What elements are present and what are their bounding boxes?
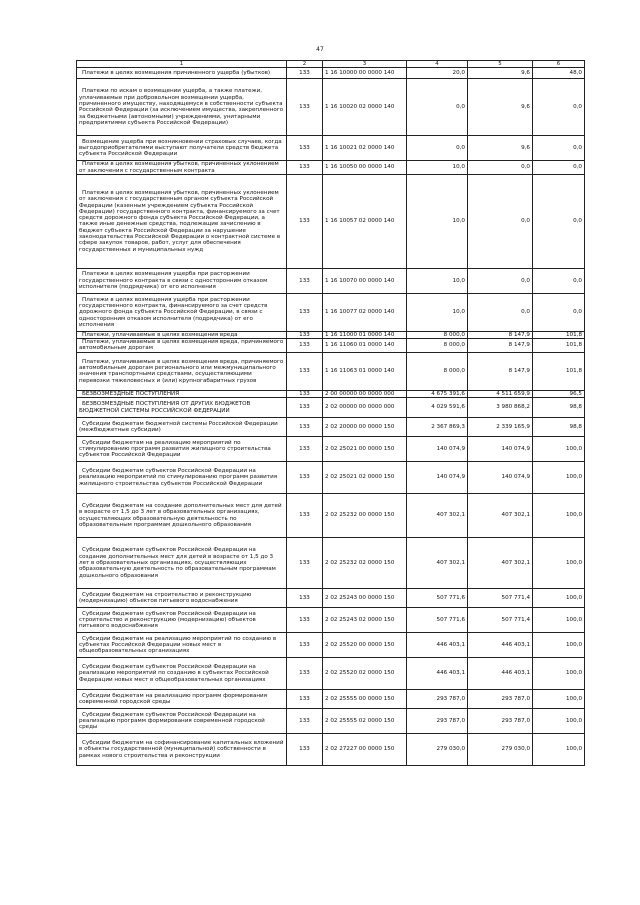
row-percent-cell: 0,0 xyxy=(533,268,585,293)
column-header: 2 xyxy=(287,61,323,68)
row-kbk-cell: 1 16 10070 00 0000 140 xyxy=(323,268,407,293)
table-row xyxy=(77,633,585,658)
row-percent-cell: 100,0 xyxy=(533,437,585,462)
row-plan-cell: 10,0 xyxy=(407,161,468,175)
row-name-cell: Субсидии бюджетам на реализацию мероприятий по стимулированию программ развития жилищного строительства субъектов Российской Федерации xyxy=(77,437,287,462)
row-fact-cell: 507 771,4 xyxy=(468,589,533,608)
table-row xyxy=(77,494,585,538)
row-code-cell: 133 xyxy=(287,161,323,175)
column-header: 4 xyxy=(407,61,468,68)
row-plan-cell: 140 074,9 xyxy=(407,462,468,494)
row-plan-cell: 8 000,0 xyxy=(407,331,468,338)
row-kbk-cell: 2 02 20000 00 0000 150 xyxy=(323,418,407,437)
row-fact-cell: 8 147,9 xyxy=(468,331,533,338)
row-plan-cell: 0,0 xyxy=(407,136,468,161)
row-plan-cell: 10,0 xyxy=(407,268,468,293)
row-kbk-cell: 2 02 25243 00 0000 150 xyxy=(323,589,407,608)
row-fact-cell: 9,6 xyxy=(468,136,533,161)
row-code-cell: 133 xyxy=(287,538,323,589)
row-plan-cell: 446 403,1 xyxy=(407,633,468,658)
row-kbk-cell: 2 02 27227 00 0000 150 xyxy=(323,734,407,766)
row-name-cell: Платежи в целях возмещения убытков, причиненных уклонением от заключения с государственным контракта xyxy=(77,161,287,175)
row-kbk-cell: 2 00 00000 00 0000 000 xyxy=(323,390,407,397)
row-name-cell: Субсидии бюджетам на создание дополнительных мест для детей в возрасте от 1,5 до 3 лет в образовательных организациях, осуществляющих образовательную деятельность по образовательным программам дошкольного образования xyxy=(77,494,287,538)
row-percent-cell: 0,0 xyxy=(533,161,585,175)
row-fact-cell: 407 302,1 xyxy=(468,494,533,538)
row-name-cell: Платежи, уплачиваемые в целях возмещения вреда, причиняемого автомобильным дорогам xyxy=(77,339,287,353)
row-fact-cell: 140 074,9 xyxy=(468,462,533,494)
row-kbk-cell: 1 16 11000 01 0000 140 xyxy=(323,331,407,338)
row-kbk-cell: 2 02 00000 00 0000 000 xyxy=(323,398,407,418)
row-percent-cell: 100,0 xyxy=(533,538,585,589)
row-code-cell: 133 xyxy=(287,462,323,494)
page-number: 47 xyxy=(316,46,324,53)
row-kbk-cell: 2 02 25555 00 0000 150 xyxy=(323,690,407,709)
row-fact-cell: 140 074,9 xyxy=(468,437,533,462)
row-kbk-cell: 1 16 10077 02 0000 140 xyxy=(323,293,407,331)
row-code-cell: 133 xyxy=(287,174,323,268)
row-code-cell: 133 xyxy=(287,68,323,79)
row-fact-cell: 8 147,9 xyxy=(468,352,533,390)
table-row xyxy=(77,658,585,690)
row-name-cell: Платежи в целях возмещения ущерба при расторжении государственного контракта, финансируемого за счет средств дорожного фонда субъекта Российской Федерации, в связи с односторонним отказом исполнителя (подрядчика) от его исполнения xyxy=(77,293,287,331)
table-row xyxy=(77,293,585,331)
table-row xyxy=(77,398,585,418)
row-kbk-cell: 2 02 25555 02 0000 150 xyxy=(323,709,407,734)
row-code-cell: 133 xyxy=(287,339,323,353)
row-percent-cell: 98,8 xyxy=(533,398,585,418)
table-row xyxy=(77,390,585,397)
row-percent-cell: 100,0 xyxy=(533,734,585,766)
row-kbk-cell: 2 02 25232 02 0000 150 xyxy=(323,538,407,589)
row-fact-cell: 279 030,0 xyxy=(468,734,533,766)
row-name-cell: Платежи в целях возмещения убытков, причиненных уклонением от заключения с государственным органом субъекта Российской Федерации (казенным учреждением субъекта Российской Федерации) государственного контракта, финансируемого за счет средств дорожного фонда субъекта Российской Федерации, а также иные денежные средства, подлежащие зачислению в бюджет субъекта Российской Федерации за нарушение законодательства Российской Федерации о контрактной системе в сфере закупок товаров, работ, услуг для обеспечения государственных и муниципальных нужд xyxy=(77,174,287,268)
row-fact-cell: 293 787,0 xyxy=(468,709,533,734)
row-percent-cell: 96,5 xyxy=(533,390,585,397)
row-fact-cell: 407 302,1 xyxy=(468,538,533,589)
row-kbk-cell: 2 02 25520 02 0000 150 xyxy=(323,658,407,690)
table-row xyxy=(77,437,585,462)
row-percent-cell: 100,0 xyxy=(533,633,585,658)
row-fact-cell: 3 980 868,2 xyxy=(468,398,533,418)
row-code-cell: 133 xyxy=(287,331,323,338)
report-table xyxy=(76,60,585,766)
row-name-cell: БЕЗВОЗМЕЗДНЫЕ ПОСТУПЛЕНИЯ xyxy=(77,390,287,397)
row-kbk-cell: 1 16 10000 00 0000 140 xyxy=(323,68,407,79)
table-row xyxy=(77,418,585,437)
row-name-cell: Субсидии бюджетам на строительство и реконструкцию (модернизацию) объектов питьевого водоснабжения xyxy=(77,589,287,608)
row-fact-cell: 2 339 165,9 xyxy=(468,418,533,437)
row-plan-cell: 4 675 391,6 xyxy=(407,390,468,397)
row-name-cell: Субсидии бюджетам субъектов Российской Федерации на реализацию мероприятий по созданию в субъектах Российской Федерации новых мест в общеобразовательных организациях xyxy=(77,658,287,690)
table-row xyxy=(77,331,585,338)
row-kbk-cell: 2 02 25232 00 0000 150 xyxy=(323,494,407,538)
row-name-cell: Платежи, уплачиваемые в целях возмещения вреда, причиняемого автомобильным дорогам регионального или межмуниципального значения транспортными средствами, осуществляющими перевозки тяжеловесных и (или) крупногабаритных грузов xyxy=(77,352,287,390)
row-fact-cell: 0,0 xyxy=(468,293,533,331)
row-name-cell: БЕЗВОЗМЕЗДНЫЕ ПОСТУПЛЕНИЯ ОТ ДРУГИХ БЮДЖЕТОВ БЮДЖЕТНОЙ СИСТЕМЫ РОССИЙСКОЙ ФЕДЕРАЦИИ xyxy=(77,398,287,418)
row-percent-cell: 101,8 xyxy=(533,352,585,390)
row-code-cell: 133 xyxy=(287,608,323,633)
row-kbk-cell: 1 16 10050 00 0000 140 xyxy=(323,161,407,175)
row-name-cell: Субсидии бюджетам субъектов Российской Федерации на строительство и реконструкцию (модернизацию) объектов питьевого водоснабжения xyxy=(77,608,287,633)
row-plan-cell: 407 302,1 xyxy=(407,538,468,589)
row-name-cell: Субсидии бюджетам бюджетной системы Российской Федерации (межбюджетные субсидии) xyxy=(77,418,287,437)
row-kbk-cell: 2 02 25021 02 0000 150 xyxy=(323,462,407,494)
table-row xyxy=(77,352,585,390)
row-code-cell: 133 xyxy=(287,658,323,690)
row-plan-cell: 8 000,0 xyxy=(407,352,468,390)
row-fact-cell: 0,0 xyxy=(468,161,533,175)
column-header: 1 xyxy=(77,61,287,68)
row-fact-cell: 8 147,9 xyxy=(468,339,533,353)
table-row xyxy=(77,136,585,161)
table-row xyxy=(77,734,585,766)
row-fact-cell: 9,6 xyxy=(468,68,533,79)
row-name-cell: Субсидии бюджетам на реализацию программ формирования современной городской среды xyxy=(77,690,287,709)
row-plan-cell: 507 771,6 xyxy=(407,608,468,633)
row-plan-cell: 2 367 869,3 xyxy=(407,418,468,437)
row-percent-cell: 101,8 xyxy=(533,339,585,353)
column-header: 3 xyxy=(323,61,407,68)
row-kbk-cell: 1 16 10057 02 0000 140 xyxy=(323,174,407,268)
row-code-cell: 133 xyxy=(287,709,323,734)
row-code-cell: 133 xyxy=(287,398,323,418)
row-fact-cell: 0,0 xyxy=(468,268,533,293)
row-percent-cell: 0,0 xyxy=(533,79,585,136)
table-row xyxy=(77,268,585,293)
row-plan-cell: 10,0 xyxy=(407,174,468,268)
row-code-cell: 133 xyxy=(287,352,323,390)
column-header: 5 xyxy=(468,61,533,68)
row-kbk-cell: 1 16 11060 01 0000 140 xyxy=(323,339,407,353)
row-fact-cell: 446 403,1 xyxy=(468,633,533,658)
row-name-cell: Субсидии бюджетам субъектов Российской Федерации на реализацию программ формирования современной городской среды xyxy=(77,709,287,734)
row-plan-cell: 8 000,0 xyxy=(407,339,468,353)
row-plan-cell: 446 403,1 xyxy=(407,658,468,690)
table-header-row xyxy=(77,61,585,68)
row-plan-cell: 293 787,0 xyxy=(407,690,468,709)
row-plan-cell: 293 787,0 xyxy=(407,709,468,734)
row-plan-cell: 140 074,9 xyxy=(407,437,468,462)
row-plan-cell: 407 302,1 xyxy=(407,494,468,538)
row-kbk-cell: 1 16 10021 02 0000 140 xyxy=(323,136,407,161)
row-name-cell: Платежи, уплачиваемые в целях возмещения вреда xyxy=(77,331,287,338)
row-kbk-cell: 1 16 10020 02 0000 140 xyxy=(323,79,407,136)
table-row xyxy=(77,161,585,175)
row-fact-cell: 4 511 659,9 xyxy=(468,390,533,397)
row-plan-cell: 507 771,6 xyxy=(407,589,468,608)
row-plan-cell: 4 029 591,6 xyxy=(407,398,468,418)
row-code-cell: 133 xyxy=(287,589,323,608)
row-percent-cell: 98,8 xyxy=(533,418,585,437)
row-plan-cell: 279 030,0 xyxy=(407,734,468,766)
table-row xyxy=(77,462,585,494)
row-fact-cell: 507 771,4 xyxy=(468,608,533,633)
table-row xyxy=(77,174,585,268)
row-name-cell: Платежи в целях возмещения причиненного ущерба (убытков) xyxy=(77,68,287,79)
row-percent-cell: 100,0 xyxy=(533,608,585,633)
row-percent-cell: 100,0 xyxy=(533,709,585,734)
table-row xyxy=(77,68,585,79)
row-percent-cell: 100,0 xyxy=(533,589,585,608)
row-kbk-cell: 2 02 25520 00 0000 150 xyxy=(323,633,407,658)
row-name-cell: Субсидии бюджетам субъектов Российской Федерации на реализацию мероприятий по стимулированию программ развития жилищного строительства субъектов Российской Федерации xyxy=(77,462,287,494)
row-kbk-cell: 2 02 25021 00 0000 150 xyxy=(323,437,407,462)
row-percent-cell: 0,0 xyxy=(533,136,585,161)
row-code-cell: 133 xyxy=(287,79,323,136)
table-row xyxy=(77,589,585,608)
row-plan-cell: 0,0 xyxy=(407,79,468,136)
table-row xyxy=(77,709,585,734)
row-code-cell: 133 xyxy=(287,268,323,293)
row-name-cell: Субсидии бюджетам на реализацию мероприятий по созданию в субъектах Российской Федерации новых мест в общеобразовательных организациях xyxy=(77,633,287,658)
table-body xyxy=(77,68,585,766)
table-row xyxy=(77,339,585,353)
row-plan-cell: 10,0 xyxy=(407,293,468,331)
table-row xyxy=(77,79,585,136)
row-percent-cell: 100,0 xyxy=(533,658,585,690)
column-header: 6 xyxy=(533,61,585,68)
row-percent-cell: 48,0 xyxy=(533,68,585,79)
row-fact-cell: 9,6 xyxy=(468,79,533,136)
row-name-cell: Платежи по искам о возмещении ущерба, а также платежи, уплачиваемые при добровольном возмещении ущерба, причиненного имуществу, находящемуся в собственности субъекта Российской Федерации (за исключением имущества, закрепленного за бюджетными (автономными) учреждениями, унитарными предприятиями субъекта Российской Федерации) xyxy=(77,79,287,136)
row-percent-cell: 100,0 xyxy=(533,494,585,538)
row-code-cell: 133 xyxy=(287,418,323,437)
row-name-cell: Платежи в целях возмещения ущерба при расторжении государственного контракта в связи с односторонним отказом исполнителя (подрядчика) от его исполнения xyxy=(77,268,287,293)
row-percent-cell: 0,0 xyxy=(533,174,585,268)
table-row xyxy=(77,608,585,633)
row-code-cell: 133 xyxy=(287,690,323,709)
row-name-cell: Возмещение ущерба при возникновении страховых случаев, когда выгодоприобретателями выступают получатели средств бюджета субъекта Российской Федерации xyxy=(77,136,287,161)
table-row xyxy=(77,538,585,589)
row-kbk-cell: 1 16 11063 01 0000 140 xyxy=(323,352,407,390)
table-row xyxy=(77,690,585,709)
row-code-cell: 133 xyxy=(287,390,323,397)
row-code-cell: 133 xyxy=(287,136,323,161)
row-fact-cell: 293 787,0 xyxy=(468,690,533,709)
row-code-cell: 133 xyxy=(287,293,323,331)
row-kbk-cell: 2 02 25243 02 0000 150 xyxy=(323,608,407,633)
row-percent-cell: 101,8 xyxy=(533,331,585,338)
row-name-cell: Субсидии бюджетам субъектов Российской Федерации на создание дополнительных мест для детей в возрасте от 1,5 до 3 лет в образовательных организациях, осуществляющих образовательную деятельность по образовательным программам дошкольного образования xyxy=(77,538,287,589)
row-code-cell: 133 xyxy=(287,494,323,538)
row-code-cell: 133 xyxy=(287,437,323,462)
row-plan-cell: 20,0 xyxy=(407,68,468,79)
row-fact-cell: 446 403,1 xyxy=(468,658,533,690)
row-percent-cell: 100,0 xyxy=(533,462,585,494)
row-code-cell: 133 xyxy=(287,633,323,658)
row-code-cell: 133 xyxy=(287,734,323,766)
row-percent-cell: 100,0 xyxy=(533,690,585,709)
row-name-cell: Субсидии бюджетам на софинансирование капитальных вложений в объекты государственной (муниципальной) собственности в рамках нового строительства и реконструкции xyxy=(77,734,287,766)
row-percent-cell: 0,0 xyxy=(533,293,585,331)
row-fact-cell: 0,0 xyxy=(468,174,533,268)
